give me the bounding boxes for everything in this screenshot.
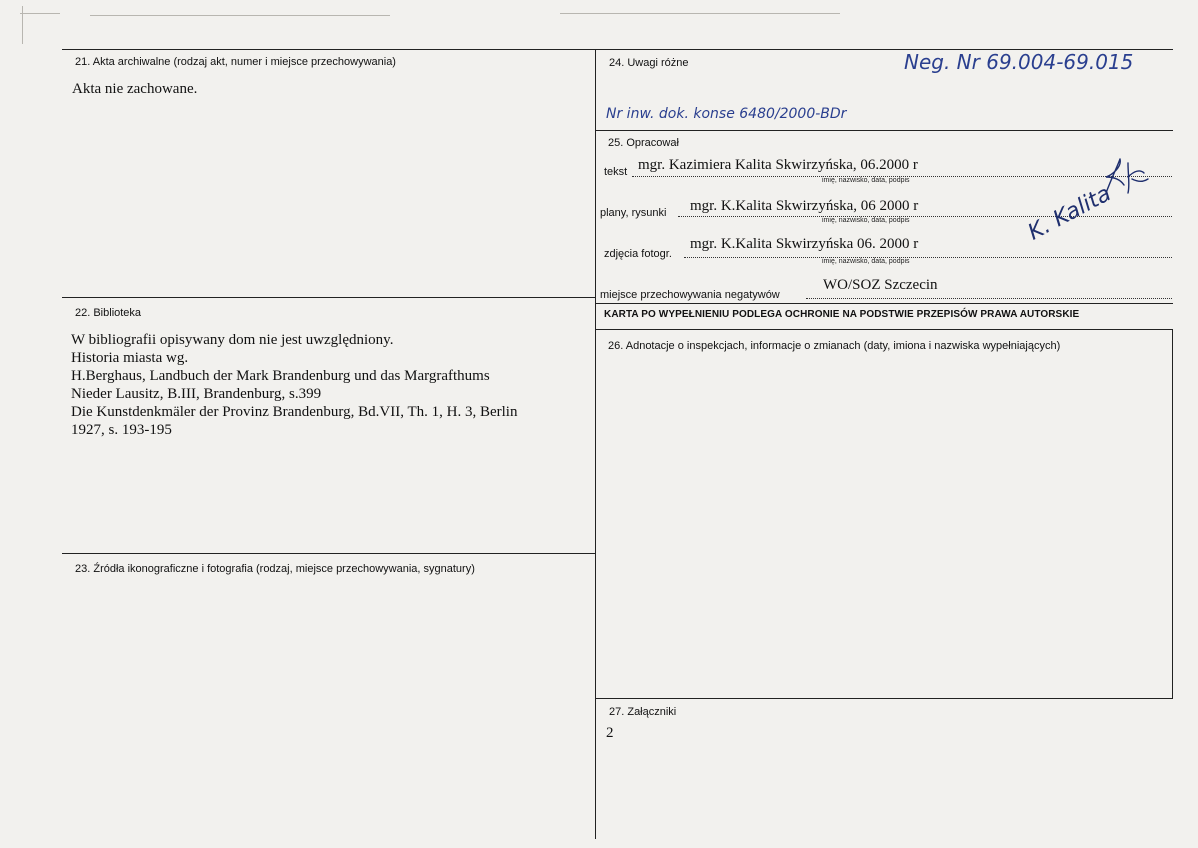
copyright-notice: KARTA PO WYPEŁNIENIU PODLEGA OCHRONIE NA PODSTWIE PRZEPISÓW PRAWA AUTORSKIE: [604, 309, 1080, 320]
zdjecia-sublabel: imię, nazwisko, data, podpis: [822, 258, 910, 265]
bibliography-line: 1927, s. 193-195: [71, 422, 172, 438]
tekst-label: tekst: [604, 166, 628, 178]
bibliography-line: Die Kunstdenkmäler der Provinz Brandenburg, Bd.VII, Th. 1, H. 3, Berlin: [71, 404, 518, 420]
bibliography-line: H.Berghaus, Landbuch der Mark Brandenburg und das Margrafthums: [71, 368, 490, 384]
negatywy-value: WO/SOZ Szczecin: [823, 277, 938, 293]
plany-dotted-line: [678, 216, 1172, 217]
scan-artifact-top-left: [20, 13, 60, 14]
plany-sublabel: imię, nazwisko, data, podpis: [822, 217, 910, 224]
section-23-label: 23. Źródła ikonograficzne i fotografia (rodzaj, miejsce przechowywania, sygnatury): [75, 563, 475, 575]
scan-artifact-top-left-vertical: [22, 6, 23, 44]
zdjecia-label: zdjęcia fotogr.: [604, 248, 672, 260]
initials-signature-icon: [1098, 155, 1150, 199]
section-27-value: 2: [606, 725, 614, 741]
tekst-sublabel: imię, nazwisko, data, podpis: [822, 177, 910, 184]
section-22-bibliography: [71, 331, 517, 439]
handwritten-inventory-number: Nr inw. dok. konse 6480/2000-BDr: [606, 106, 847, 122]
tekst-value: mgr. Kazimiera Kalita Skwirzyńska, 06.2000 r: [638, 157, 918, 173]
handwritten-negative-number: Neg. Nr 69.004-69.015: [904, 50, 1134, 74]
right-border-26: [1172, 329, 1173, 698]
column-divider: [595, 49, 596, 839]
divider-notice-26: [595, 329, 1173, 330]
section-24-label: 24. Uwagi różne: [609, 57, 689, 69]
bibliography-line: W bibliografii opisywany dom nie jest uwzględniony.: [71, 332, 394, 348]
section-26-label: 26. Adnotacje o inspekcjach, informacje o zmianach (daty, imiona i nazwiska wypełniających): [608, 340, 1061, 352]
section-25-label: 25. Opracował: [608, 137, 679, 149]
divider-22-23: [62, 553, 595, 554]
divider-21-22: [62, 297, 595, 298]
section-27-label: 27. Załączniki: [609, 706, 677, 718]
divider-25-notice: [595, 303, 1173, 304]
divider-24-25: [595, 130, 1173, 131]
section-21-label: 21. Akta archiwalne (rodzaj akt, numer i miejsce przechowywania): [75, 56, 396, 68]
plany-label: plany, rysunki: [600, 207, 667, 219]
bibliography-line: Historia miasta wg.: [71, 350, 189, 366]
section-22-label: 22. Biblioteka: [75, 307, 142, 319]
zdjecia-dotted-line: [684, 257, 1172, 258]
bibliography-line: Nieder Lausitz, B.III, Brandenburg, s.399: [71, 386, 322, 402]
scan-artifact-top-right: [560, 13, 840, 14]
handwritten-signature: K. Kalita: [1024, 181, 1116, 246]
zdjecia-value: mgr. K.Kalita Skwirzyńska 06. 2000 r: [690, 236, 919, 252]
divider-26-27: [595, 698, 1173, 699]
scan-artifact-top-center: [90, 15, 390, 16]
plany-value: mgr. K.Kalita Skwirzyńska, 06 2000 r: [690, 198, 919, 214]
section-21-value: Akta nie zachowane.: [72, 81, 198, 97]
negatywy-dotted-line: [806, 298, 1172, 299]
negatywy-label: miejsce przechowywania negatywów: [600, 289, 780, 301]
